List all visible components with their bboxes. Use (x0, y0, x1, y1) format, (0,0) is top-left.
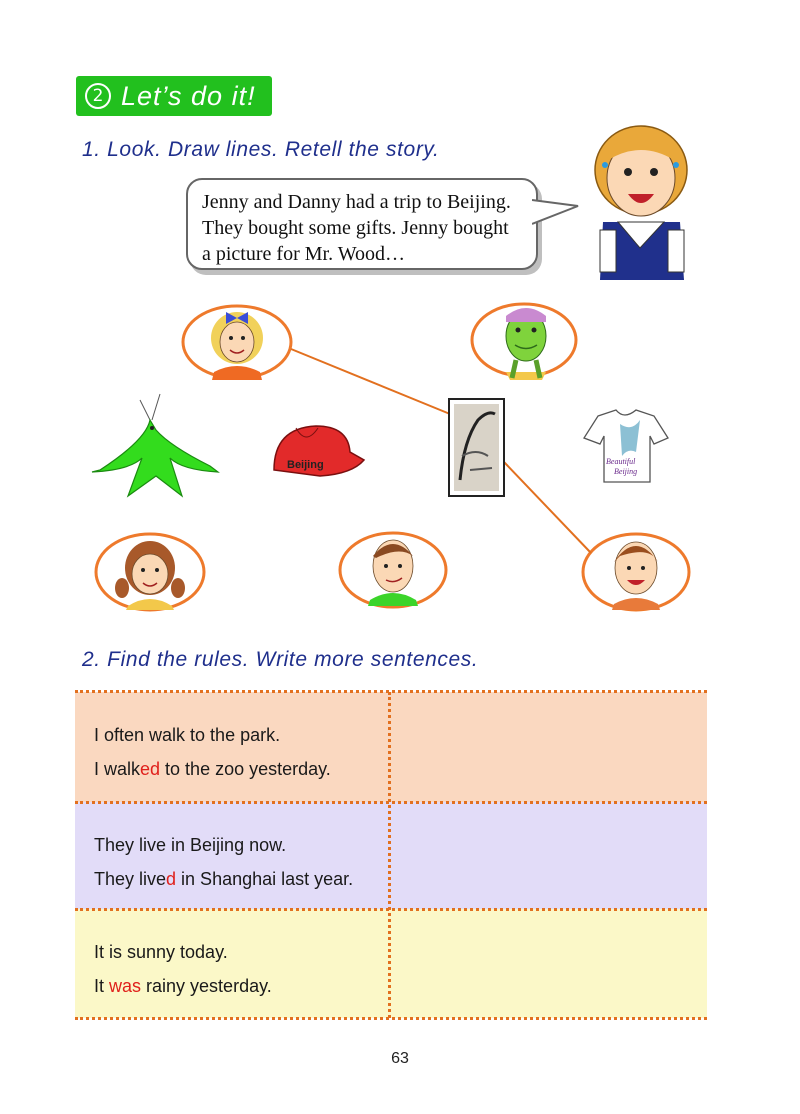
dotted-divider (388, 692, 391, 1018)
emphasis-ending: d (166, 869, 177, 889)
answer-cell[interactable] (389, 692, 707, 802)
example-line: They lived in Shanghai last year. (94, 869, 354, 889)
bubble-line: a picture for Mr. Wood… (202, 243, 405, 265)
answer-cell[interactable] (389, 909, 707, 1018)
example-line: I walked to the zoo yesterday. (94, 759, 331, 779)
shirt-text-line: Beautiful (606, 457, 636, 466)
section-number: 2 (85, 83, 111, 109)
match-line (291, 349, 450, 414)
task1-heading: 1. Look. Draw lines. Retell the story. (82, 138, 440, 161)
bubble-line: They bought some gifts. Jenny bought (202, 217, 509, 239)
example-cell (75, 909, 389, 1018)
page-number: 63 (391, 1050, 409, 1067)
table-row (75, 692, 707, 802)
dotted-divider (75, 1017, 707, 1020)
dotted-divider (75, 908, 707, 911)
answer-cell[interactable] (389, 802, 707, 909)
bubble-line: Jenny and Danny had a trip to Beijing. (202, 191, 511, 213)
cap-text: Beijing (287, 459, 324, 471)
rules-table (75, 692, 707, 1018)
example-line: I often walk to the park. (94, 725, 281, 745)
speaking-girl-icon (595, 126, 687, 280)
dotted-divider (75, 690, 707, 693)
example-line: They live in Beijing now. (94, 835, 287, 855)
section-title: Let’s do it! (121, 80, 256, 111)
dotted-divider (75, 801, 707, 804)
kite-icon (92, 394, 218, 496)
tshirt-icon (584, 410, 668, 482)
match-line (504, 462, 591, 553)
emphasis-word: was (109, 976, 142, 996)
example-cell (75, 802, 389, 909)
example-line: It is sunny today. (94, 942, 228, 962)
girl-jenny-icon (211, 312, 263, 380)
example-line: It was rainy yesterday. (94, 976, 272, 996)
example-cell (75, 692, 389, 802)
table-row (75, 802, 707, 909)
task2-heading: 2. Find the rules. Write more sentences. (82, 648, 479, 671)
table-row (75, 909, 707, 1018)
emphasis-ending: ed (140, 759, 161, 779)
painting-icon (449, 399, 504, 496)
shirt-text-line: Beijing (614, 467, 638, 476)
cap-icon (274, 426, 364, 476)
